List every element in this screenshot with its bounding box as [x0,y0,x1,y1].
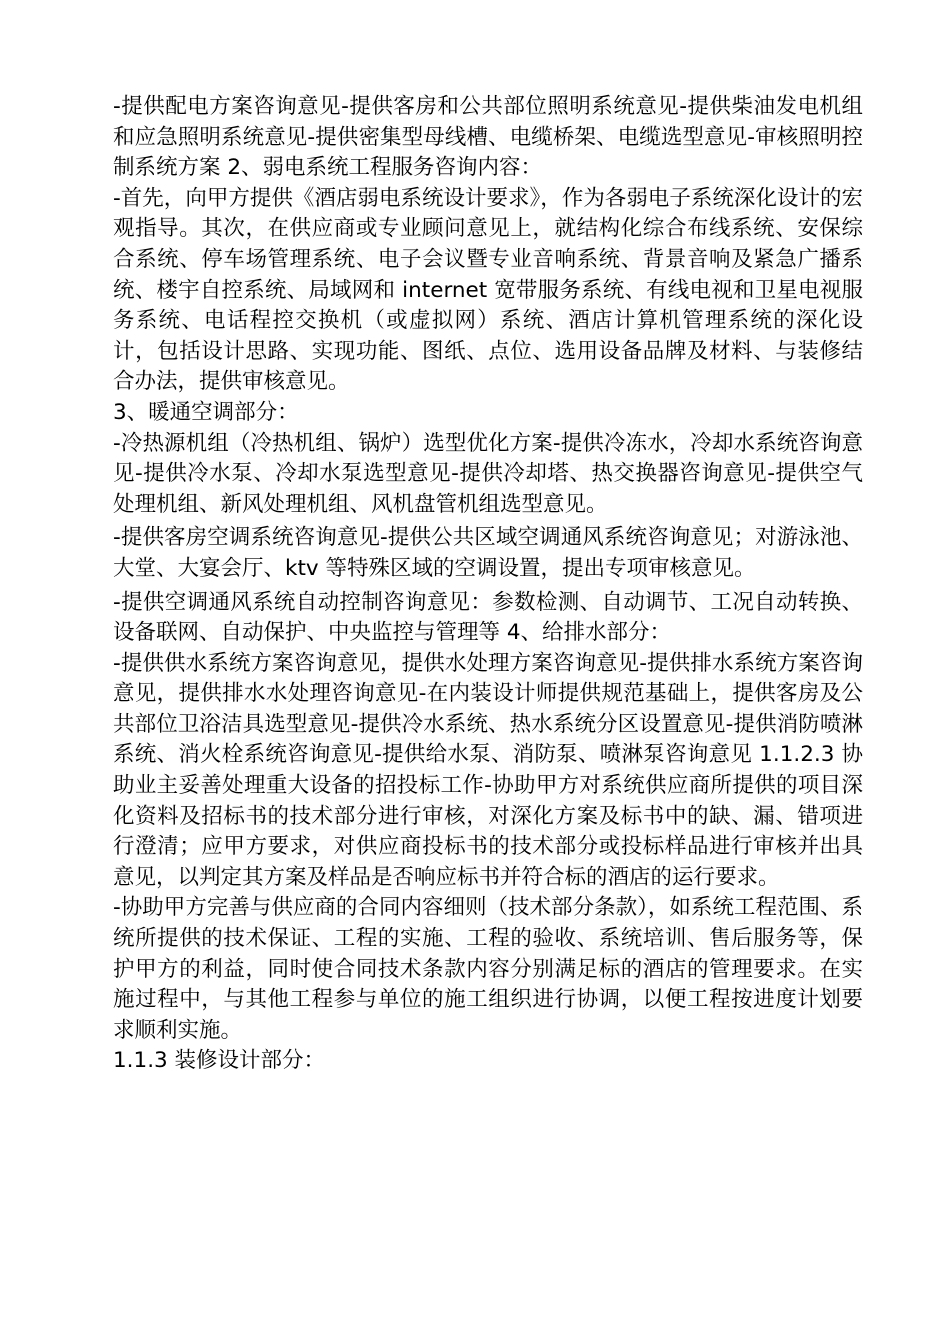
paragraph-low-voltage-systems: -首先，向甲方提供《酒店弱电系统设计要求》，作为各弱电子系统深化设计的宏观指导。其次，在供应商或专业顾问意见上，就结构化综合布线系统、安保综合系统、停车场管理系统、电子会议暨专业音响系统、背景音响及紧急广播系统、楼宇自控系统、局域网和 internet 宽带服务系统、有线电视和卫星电视服务系统、电话程控交换机（或虚拟网）系统、酒店计算机管理系统的深化设计，包括设计思路、实现功能、图纸、点位、选用设备品牌及材料、与装修结合办法，提供审核意见。 [113,185,863,395]
section-heading-decoration-design: 1.1.3 装修设计部分： [113,1048,326,1074]
paragraph-hvac-rooms: -提供客房空调系统咨询意见-提供公共区域空调通风系统咨询意见；对游泳池、大堂、大宴会厅、ktv 等特殊区域的空调设置，提出专项审核意见。 [113,525,863,581]
paragraph-hvac-controls: -提供空调通风系统自动控制咨询意见：参数检测、自动调节、工况自动转换、设备联网、自动保护、中央监控与管理等 4、给排水部分： [113,589,863,646]
paragraph-electrical-consulting: -提供配电方案咨询意见-提供客房和公共部位照明系统意见-提供柴油发电机组和应急照明系统意见-提供密集型母线槽、电缆桥架、电缆选型意见-审核照明控制系统方案 2、弱电系统工程服务咨询内容： [113,94,863,181]
paragraph-plumbing-tender: -提供供水系统方案咨询意见，提供水处理方案咨询意见-提供排水系统方案咨询意见，提供排水水处理咨询意见-在内装设计师提供规范基础上，提供客房及公共部位卫浴洁具选型意见-提供冷水系统、热水系统分区设置意见-提供消防喷淋系统、消火栓系统咨询意见-提供给水泵、消防泵、喷淋泵咨询意见 1.1.2.3 协助业主妥善处理重大设备的招投标工作-协助甲方对系统供应商所提供的项目深化资料及招标书的技术部分进行审核，对深化方案及标书中的缺、漏、错项进行澄清；应甲方要求，对供应商投标书的技术部分或投标样品进行审核并出具意见，以判定其方案及样品是否响应标书并符合标的酒店的运行要求。 [113,650,863,890]
paragraph-hvac-equipment: -冷热源机组（冷热机组、锅炉）选型优化方案-提供冷冻水，冷却水系统咨询意见-提供冷水泵、冷却水泵选型意见-提供冷却塔、热交换器咨询意见-提供空气处理机组、新风处理机组、风机盘管机组选型意见。 [113,430,863,517]
section-heading-hvac: 3、暖通空调部分： [113,399,299,425]
document-body [113,92,863,1077]
paragraph-contract-assistance: -协助甲方完善与供应商的合同内容细则（技术部分条款），如系统工程范围、系统所提供的技术保证、工程的实施、工程的验收、系统培训、售后服务等，保护甲方的利益，同时使合同技术条款内容分别满足标的酒店的管理要求。在实施过程中，与其他工程参与单位的施工组织进行协调，以便工程按进度计划要求顺利实施。 [113,895,863,1043]
